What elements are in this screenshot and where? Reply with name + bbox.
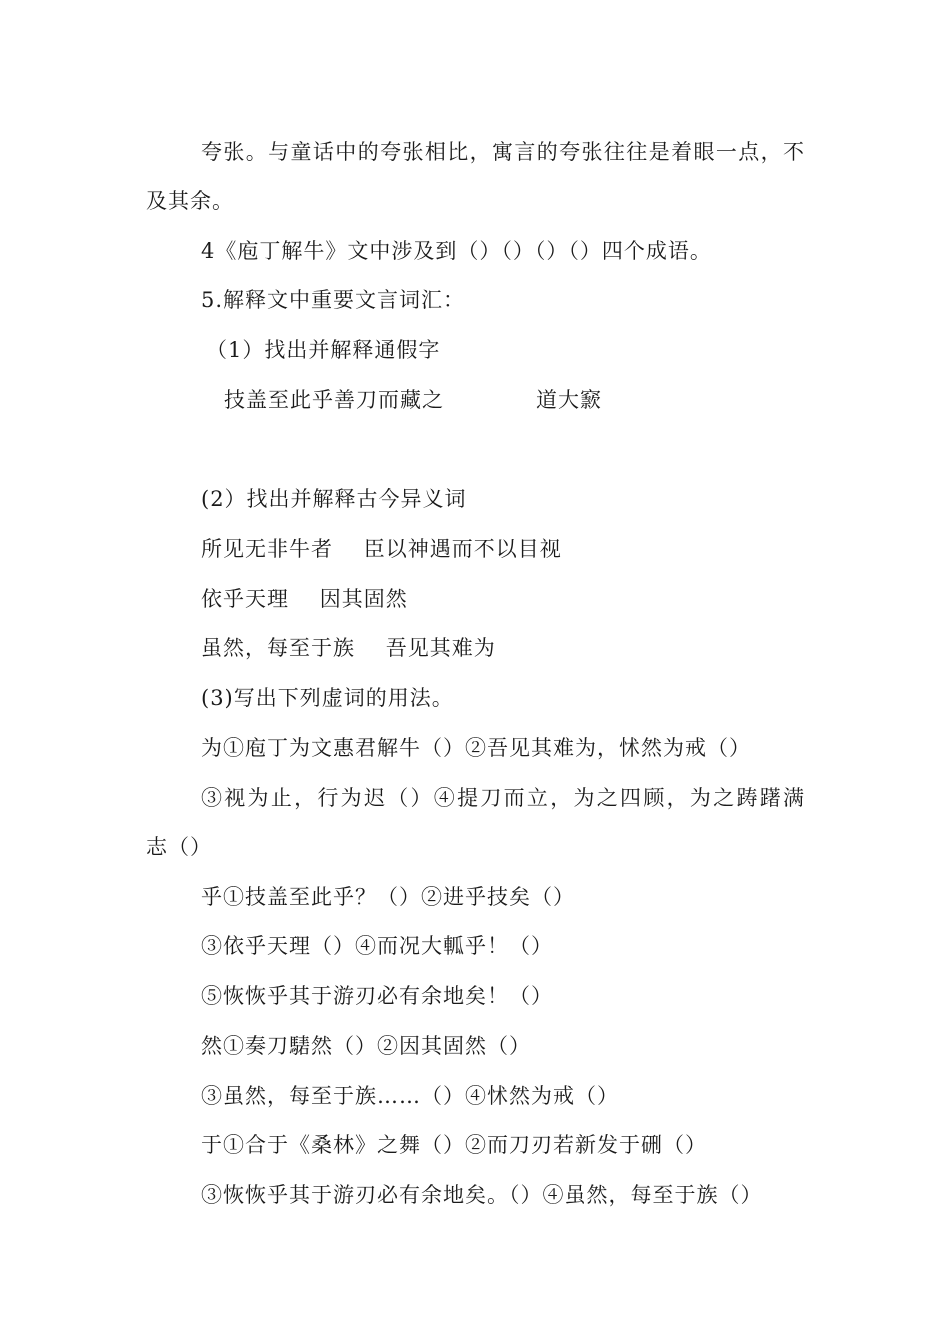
text-line: （1）找出并解释通假字 — [206, 338, 441, 362]
text-line: 4《庖丁解牛》文中涉及到（）（）（）（）四个成语。 — [201, 239, 712, 263]
text-line: 依乎天理 因其固然 — [201, 587, 408, 611]
text-line: ⑤恢恢乎其于游刃必有余地矣！（） — [201, 984, 553, 1008]
text-line: 道大窾 — [536, 388, 602, 412]
text-line: ③虽然，每至于族……（）④怵然为戒（） — [201, 1084, 619, 1108]
text-line: ③依乎天理（）④而况大軱乎！（） — [201, 934, 553, 958]
text-line: 乎①技盖至此乎？（）②进乎技矣（） — [201, 885, 575, 909]
text-line: 夸张。与童话中的夸张相比，寓言的夸张往往是着眼一点，不 — [201, 140, 805, 164]
text-line: 为①庖丁为文惠君解牛（）②吾见其难为，怵然为戒（） — [201, 736, 751, 760]
text-line: 然①奏刀騞然（）②因其固然（） — [201, 1034, 531, 1058]
text-line: 技盖至此乎善刀而藏之 — [224, 388, 444, 412]
text-line: 虽然，每至于族 吾见其难为 — [201, 636, 496, 660]
text-line: (2）找出并解释古今异义词 — [201, 487, 467, 511]
text-line: 5.解释文中重要文言词汇： — [201, 288, 466, 312]
text-line: 于①合于《桑林》之舞（）②而刀刃若新发于硎（） — [201, 1133, 707, 1157]
text-line: 及其余。 — [146, 189, 234, 213]
text-line: 志（） — [146, 835, 212, 859]
text-line: ③视为止，行为迟（）④提刀而立，为之四顾，为之踌躇满 — [201, 786, 805, 810]
text-line: ③恢恢乎其于游刃必有余地矣。（）④虽然，每至于族（） — [201, 1183, 763, 1207]
text-line: 所见无非牛者 臣以神遇而不以目视 — [201, 537, 562, 561]
text-line: (3)写出下列虚词的用法。 — [201, 686, 454, 710]
